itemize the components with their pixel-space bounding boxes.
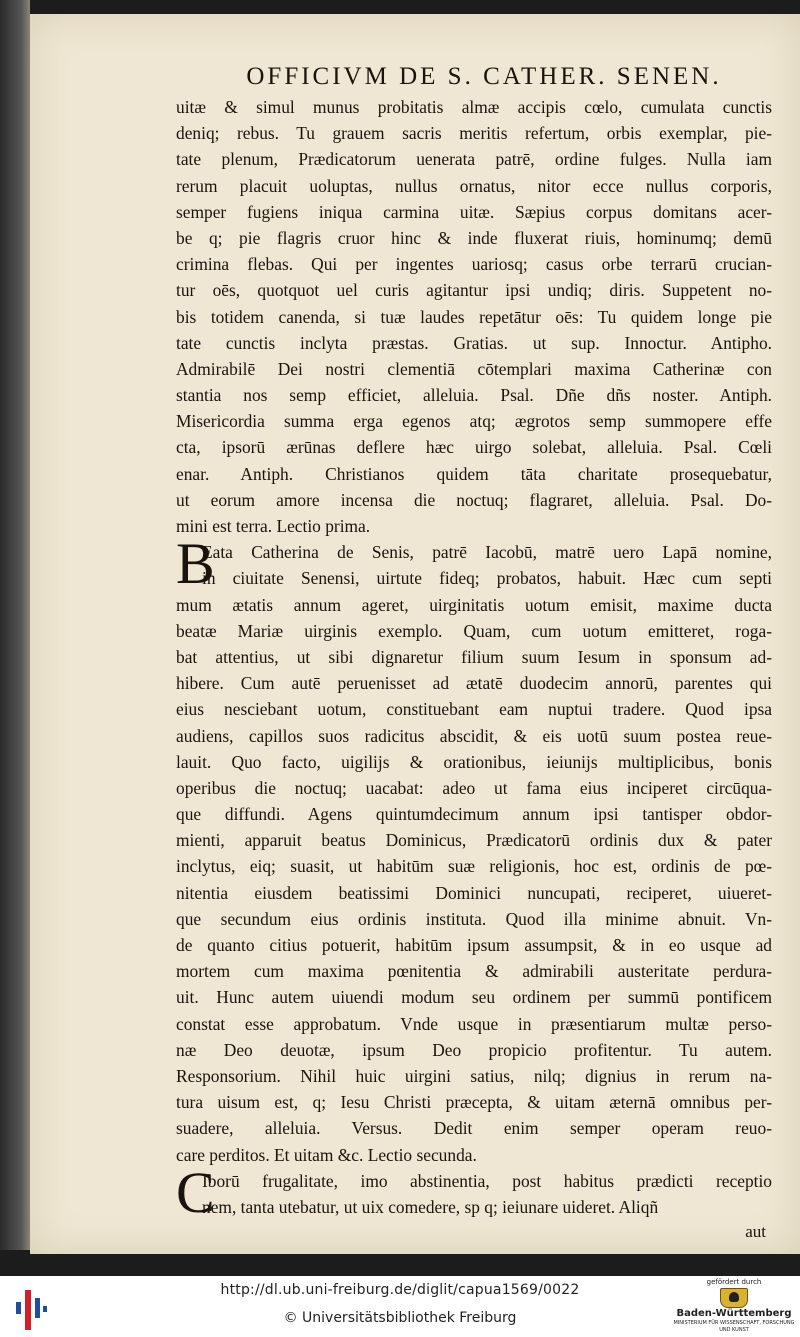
text-line: mienti, apparuit beatus Dominicus, Prædicatorū ordinis dux & pater: [176, 830, 772, 851]
text-line: suadere, alleluia. Versus. Dedit enim semper operam reuo-: [176, 1118, 772, 1139]
text-line: nitentia eiusdem beatissimi Dominici nuncupati, reciperet, uiueret-: [176, 882, 772, 903]
text-line: Responsorium. Nihil huic uirgini satius, nilq; dignius in rerum na-: [176, 1065, 772, 1086]
text-line: enar. Antiph. Christianos quidem tāta charitate prosequebatur,: [176, 463, 772, 484]
text-line: mini est terra. Lectio prima.: [176, 516, 371, 536]
drop-cap-initial: C: [176, 1159, 215, 1225]
text-line: Misericordia summa erga egenos atq; ægrotos semp summopere effe: [176, 411, 772, 432]
paragraph: [176, 94, 772, 539]
document-url-link[interactable]: http://dl.ub.uni-freiburg.de/diglit/capua1569/0022: [220, 1282, 580, 1298]
book-page: [30, 14, 800, 1254]
text-line: care perditos. Et uitam &c. Lectio secunda.: [176, 1144, 477, 1165]
catchword: aut: [745, 1222, 766, 1242]
sponsor-small-top: gefördert durch: [706, 1278, 762, 1286]
text-line: næ Deo deuotæ, ipsum Deo propicio profitentur. Tu autem.: [176, 1039, 772, 1060]
text-line: be q; pie flagris cruor hinc & inde fluxerat riuis, hominumq; demū: [176, 227, 772, 248]
text-line: tate plenum, Prædicatorum uenerata patrē, ordine fulges. Nulla iam: [176, 149, 772, 170]
text-line: que diffundi. Agens quintumdecimum annum ipsi tantisper obdor-: [176, 804, 772, 825]
paragraph: [176, 531, 772, 1168]
text-line: deniq; rebus. Tu grauem sacris meritis refertum, orbis exemplar, pie-: [176, 123, 772, 144]
sponsor-logo[interactable]: [672, 1278, 796, 1336]
text-line: beatæ Mariæ uirginis exemplo. Quam, cum uotum emitteret, roga-: [176, 620, 772, 641]
running-head: OFFICIVM DE S. CATHER. SENEN.: [246, 63, 722, 90]
text-line: mum ætatis annum ageret, uirginitatis uotum emisit, maxime ducta: [176, 594, 772, 615]
text-line: bat attentius, ut sibi dignaretur filium suum Iesum in sponsum ad-: [176, 646, 772, 667]
text-lines: [176, 94, 772, 1225]
text-line: inclytus, eiq; suasit, ut habitūm suæ religionis, hoc est, ordinis de pœ-: [176, 856, 772, 877]
text-line: nem, tanta utebatur, ut uix comedere, sp q; ieiunare uideret. Aliqñ: [202, 1196, 659, 1217]
sponsor-name: Baden-Württemberg: [676, 1308, 792, 1319]
text-line: hibere. Cum autē peruenisset ad ætatē duodecim annorū, parentes qui: [176, 673, 772, 694]
text-line: crimina flebas. Qui per ingentes uariosq; casus orbe terrarū crucian-: [176, 254, 772, 275]
text-line: lauit. Quo facto, uigilijs & orationibus, ieiunijs multiplicibus, bonis: [176, 751, 772, 772]
text-line: Eata Catherina de Senis, patrē Iacobū, matrē uero Lapā nomine,: [202, 542, 772, 563]
scan-left-edge-shadow: [0, 0, 30, 1250]
text-line: rerum placuit uoluptas, nullus ornatus, nitor ecce nullus corporis,: [176, 175, 772, 196]
text-line: eius nesciebant uotum, constituebant eam nuptui tradere. Quod ipsa: [176, 699, 772, 720]
text-line: de quanto citius potuerit, habitūm ipsum assumpsit, & in eo usque ad: [176, 935, 772, 955]
text-line: que secundum eius ordinis instituta. Quod illa minime abnuit. Vn-: [176, 908, 772, 929]
text-line: Iborū frugalitate, imo abstinentia, post habitus prædicti receptio: [202, 1170, 772, 1191]
text-line: semper fugiens iniqua carmina uitæ. Sæpius corpus domitans acer-: [176, 201, 772, 222]
text-line: constat esse approbatum. Vnde usque in præsentiarum multæ perso-: [176, 1013, 772, 1034]
text-line: bis totidem canenda, si tuæ laudes repetātur oēs: Tu quidem longe pie: [176, 306, 772, 327]
sponsor-small-bottom: MINISTERIUM FÜR WISSENSCHAFT, FORSCHUNG UND KUNST: [673, 1320, 795, 1333]
page-text-block: [176, 60, 772, 1244]
text-line: operibus die noctuq; uacabat: adeo ut fama eius inciperet circūqua-: [176, 777, 772, 798]
viewer-footer: [0, 1276, 800, 1337]
text-line: audiens, capillos suos radicitus abscidit, & eis uotū suum postea reue-: [176, 725, 772, 746]
text-line: tate cunctis inclyta præstas. Gratias. ut sup. Innoctur. Antipho.: [176, 332, 772, 353]
text-line: uitæ & simul munus probitatis almæ accipis cœlo, cumulata cunctis: [176, 97, 772, 117]
drop-cap-initial: B: [176, 531, 215, 597]
state-crest-icon: [720, 1288, 748, 1308]
text-line: Admirabilē Dei nostri clementiā cōtemplari maxima Catherinæ con: [176, 358, 772, 379]
text-line: tura uisum est, q; Iesu Christi præcepta, & uitam æternā omnibus per-: [176, 1092, 772, 1113]
paragraph: [176, 1159, 772, 1225]
text-line: in ciuitate Senensi, uirtute fideq; probatos, habuit. Hæc cum septi: [202, 568, 772, 589]
text-line: uit. Hunc autem uiuendi modum seu ordinem per summū pontificem: [176, 987, 772, 1008]
text-line: tur oēs, quotquot uel curis agitantur ipsi undiq; diris. Suppetent no-: [176, 280, 772, 301]
text-line: stantia nos semp efficiet, alleluia. Psal. Dñe dñs noster. Antiph.: [176, 385, 772, 406]
copyright-notice: © Universitätsbibliothek Freiburg: [283, 1310, 517, 1326]
text-line: mortem cum maxima pœnitentia & admirabili austeritate perdura-: [176, 961, 772, 982]
text-line: cta, ipsorū ærūnas deflere hæc uirgo solebat, alleluia. Psal. Cœli: [176, 437, 772, 458]
text-line: ut eorum amore incensa die noctuq; flagraret, alleluia. Psal. Do-: [176, 489, 772, 510]
